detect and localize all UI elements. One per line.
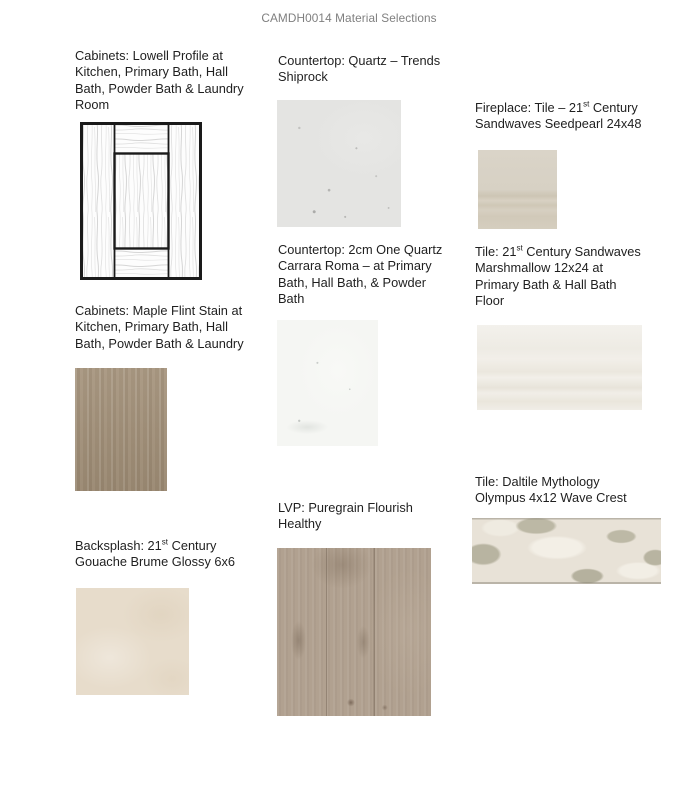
page-title: CAMDH0014 Material Selections <box>261 11 437 25</box>
trends-shiprock-swatch <box>277 100 401 227</box>
sandwaves-marshmallow-swatch <box>477 325 642 410</box>
cabinet-door-drawing <box>80 122 202 280</box>
tile-marshmallow-label: Tile: 21st Century Sandwaves Marshmallow 12x24 at Primary Bath & Hall Bath Floor <box>475 243 641 308</box>
cabinets-lowell-label: Cabinets: Lowell Profile at Kitchen, Primary Bath, Hall Bath, Powder Bath & Laundry Room <box>75 48 244 112</box>
gouache-brume-swatch <box>76 588 189 695</box>
carrara-roma-swatch <box>277 320 378 446</box>
countertop-carrara-label: Countertop: 2cm One Quartz Carrara Roma – at Primary Bath, Hall Bath, & Powder Bath <box>278 242 443 306</box>
fireplace-tile-label: Fireplace: Tile – 21st Century Sandwaves Seedpearl 24x48 <box>475 99 642 132</box>
mythology-olympus-swatch <box>472 518 661 584</box>
countertop-shiprock-label: Countertop: Quartz – Trends Shiprock <box>278 53 441 85</box>
backsplash-label: Backsplash: 21st Century Gouache Brume Glossy 6x6 <box>75 537 236 570</box>
sandwaves-seedpearl-swatch <box>478 150 557 229</box>
lvp-label: LVP: Puregrain Flourish Healthy <box>278 500 413 532</box>
cabinets-maple-label: Cabinets: Maple Flint Stain at Kitchen, Primary Bath, Hall Bath, Powder Bath & Laundry <box>75 303 244 351</box>
puregrain-flourish-swatch <box>277 548 431 716</box>
tile-olympus-label: Tile: Daltile Mythology Olympus 4x12 Wave Crest <box>475 474 627 506</box>
maple-flint-stain-swatch <box>75 368 167 491</box>
